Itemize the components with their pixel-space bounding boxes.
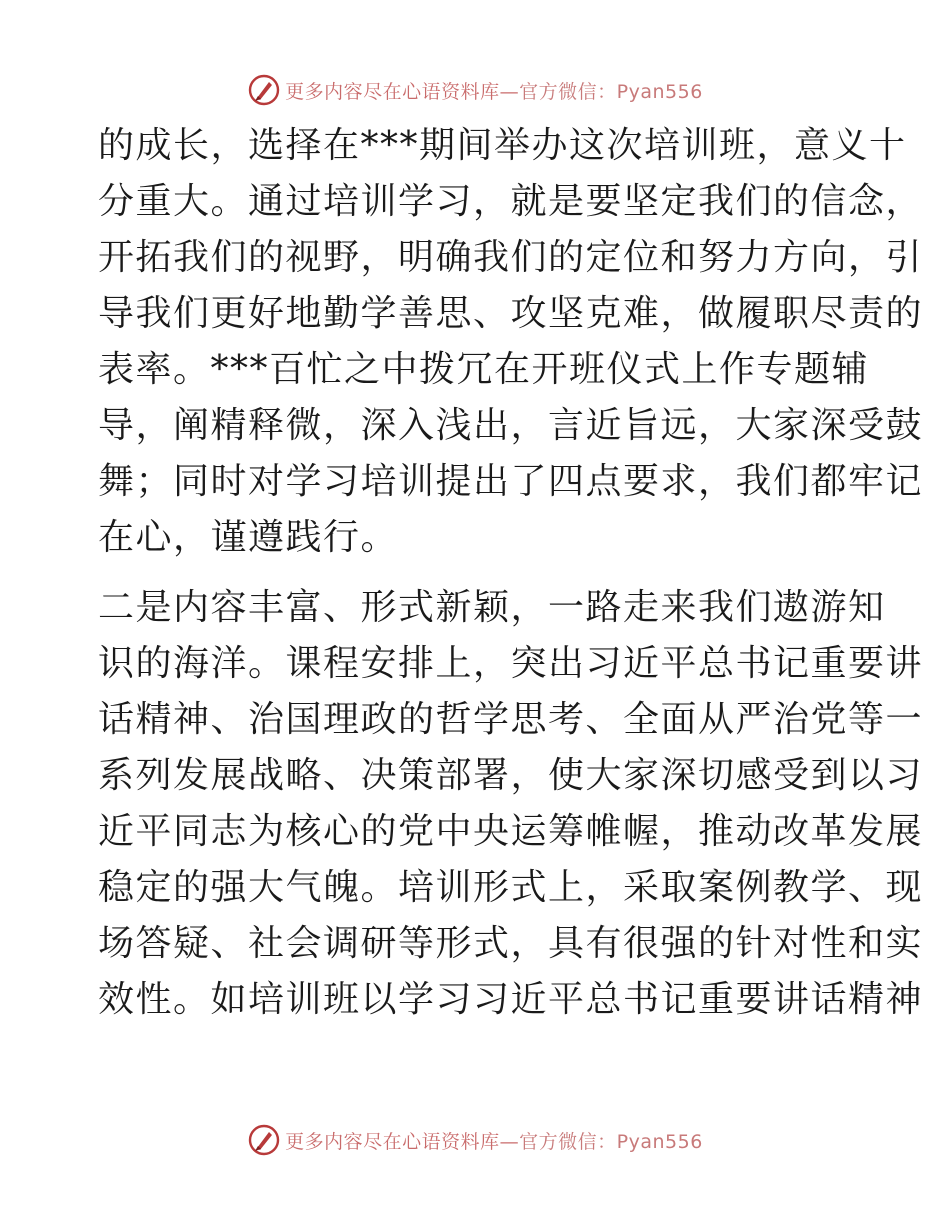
header-banner [0, 70, 950, 110]
text-line: 识的海洋。课程安排上，突出习近平总书记重要讲 [98, 643, 924, 684]
text-line: 舞；同时对学习培训提出了四点要求，我们都牢记 [98, 461, 924, 502]
text-line: 二是内容丰富、形式新颖，一路走来我们遨游知 [98, 587, 886, 628]
footer-banner [0, 1120, 950, 1160]
text-line: 导我们更好地勤学善思、攻坚克难，做履职尽责的 [98, 293, 924, 334]
text-line: 效性。如培训班以学习习近平总书记重要讲话精神 [98, 979, 924, 1020]
document-body [98, 118, 924, 1028]
text-line: 稳定的强大气魄。培训形式上，采取案例教学、现 [98, 867, 924, 908]
text-line: 近平同志为核心的党中央运筹帷幄，推动改革发展 [98, 811, 924, 852]
text-line: 系列发展战略、决策部署，使大家深切感受到以习 [98, 755, 924, 796]
text-line: 的成长，选择在***期间举办这次培训班，意义十 [98, 125, 907, 166]
banner-text [285, 1127, 703, 1154]
text-line: 在心，谨遵践行。 [98, 517, 399, 558]
text-line: 开拓我们的视野，明确我们的定位和努力方向，引 [98, 237, 924, 278]
text-line: 分重大。通过培训学习，就是要坚定我们的信念， [98, 181, 924, 222]
pen-seal-logo-icon [247, 73, 281, 107]
text-line: 表率。***百忙之中拨冗在开班仪式上作专题辅 [98, 349, 870, 390]
text-line: 话精神、治国理政的哲学思考、全面从严治党等一 [98, 699, 924, 740]
paragraph [98, 580, 924, 1028]
banner-wechat-text: 官方微信：Pyan556 [519, 1130, 703, 1153]
banner-main-text: 更多内容尽在心语资料库— [285, 1130, 520, 1153]
pen-seal-logo-icon [247, 1123, 281, 1157]
banner-text [285, 77, 703, 104]
banner-wechat-text: 官方微信：Pyan556 [519, 80, 703, 103]
text-line: 导，阐精释微，深入浅出，言近旨远，大家深受鼓 [98, 405, 924, 446]
banner-main-text: 更多内容尽在心语资料库— [285, 80, 520, 103]
text-line: 场答疑、社会调研等形式，具有很强的针对性和实 [98, 923, 924, 964]
paragraph [98, 118, 924, 566]
